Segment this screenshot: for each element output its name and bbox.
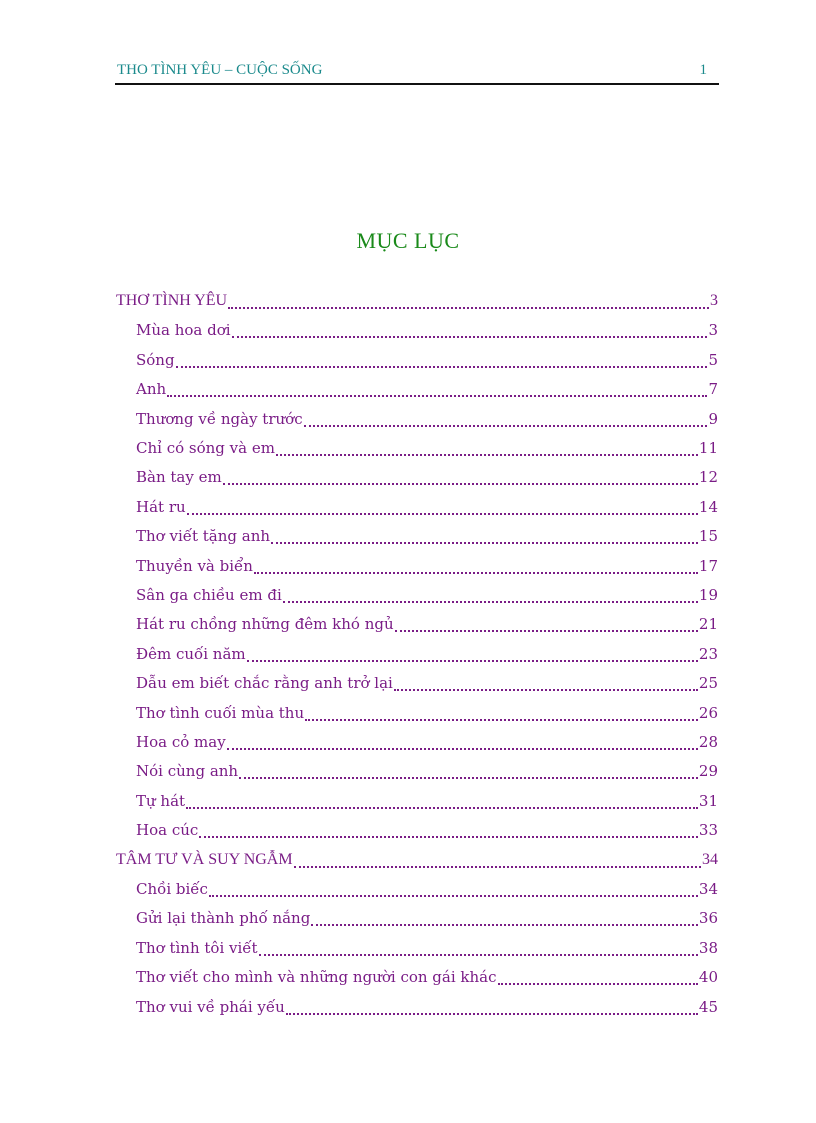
dot-leader (186, 806, 698, 809)
toc-entry-page: 38 (698, 938, 718, 957)
toc-entry-label: Thuyền và biển (136, 556, 253, 575)
toc-entry-label: Bàn tay em (136, 468, 222, 487)
dot-leader (395, 629, 698, 632)
toc-entry-page: 9 (708, 409, 718, 428)
dot-leader (283, 600, 698, 603)
toc-entry-page: 25 (698, 674, 718, 693)
toc-entry[interactable] (136, 351, 718, 373)
toc-entry-label: Thơ tình cuối mùa thu (136, 703, 305, 722)
dot-leader (232, 335, 708, 338)
toc-entry[interactable] (136, 557, 718, 579)
toc-entry[interactable] (136, 527, 718, 549)
toc-entry-label: Tự hát (136, 791, 186, 810)
dot-leader (311, 923, 698, 926)
toc-entry-page: 3 (708, 321, 718, 340)
toc-entry[interactable] (136, 821, 718, 843)
toc-title: MỤC LỤC (356, 228, 460, 253)
toc-entry-page: 7 (708, 380, 718, 399)
toc-entry-label: Thơ viết tặng anh (136, 527, 271, 546)
toc-entry-label: TÂM TƯ VÀ SUY NGẪM (116, 850, 293, 868)
toc-entry-label: Hoa cúc (136, 821, 199, 840)
toc-entry-label: THƠ TÌNH YÊU (116, 292, 228, 309)
toc-entry-page: 21 (698, 615, 718, 634)
dot-leader (199, 835, 698, 838)
toc-entry-page: 34 (698, 880, 718, 898)
header-page-number: 1 (699, 62, 707, 78)
toc-entry[interactable] (136, 939, 718, 961)
toc-entry[interactable] (136, 998, 718, 1020)
toc-entry-page: 28 (698, 733, 718, 751)
dot-leader (209, 894, 698, 897)
toc-entry[interactable] (136, 439, 718, 461)
toc-entry-page: 5 (708, 350, 718, 369)
toc-entry-label: Sóng (136, 350, 175, 369)
dot-leader (294, 865, 701, 868)
dot-leader (259, 953, 698, 956)
toc-entry[interactable] (136, 909, 718, 931)
dot-leader (167, 394, 707, 397)
toc-entry-page: 14 (698, 497, 718, 516)
toc-entry[interactable] (136, 586, 718, 608)
dot-leader (394, 688, 698, 691)
toc-entry-page: 19 (698, 586, 718, 604)
dot-leader (498, 982, 698, 985)
toc-entry-label: Hát ru (136, 497, 186, 516)
toc-entry-label: Anh (136, 380, 167, 399)
toc-entry-label: Hoa cỏ may (136, 733, 226, 751)
toc-entry[interactable] (136, 380, 718, 402)
toc-entry[interactable] (136, 498, 718, 520)
toc-entry[interactable] (136, 321, 718, 343)
toc-entry-page: 3 (710, 292, 718, 309)
toc-entry[interactable] (136, 615, 718, 637)
dot-leader (228, 306, 709, 309)
toc-entry-page: 31 (698, 791, 718, 810)
toc-entry-label: Chỉ có sóng và em (136, 439, 275, 457)
toc-section-entry[interactable] (116, 851, 718, 873)
toc-entry-page: 15 (698, 527, 718, 546)
toc-entry-label: Thơ vui về phái yếu (136, 997, 285, 1016)
toc-entry-page: 34 (702, 850, 718, 868)
toc-entry-label: Sân ga chiều em đi (136, 586, 282, 604)
header-title: THO TÌNH YÊU – CUỘC SỐNG (117, 62, 323, 78)
toc-entry-page: 36 (698, 909, 718, 928)
toc-entry[interactable] (136, 880, 718, 902)
dot-leader (239, 776, 698, 779)
toc-entry-label: Chồi biếc (136, 880, 208, 898)
toc-entry[interactable] (136, 762, 718, 784)
toc-entry-page: 17 (698, 556, 718, 575)
toc-section-entry[interactable] (116, 292, 718, 314)
toc-entry[interactable] (136, 674, 718, 696)
dot-leader (176, 365, 708, 368)
toc-entry-page: 11 (698, 439, 718, 457)
toc-entry-label: Thơ viết cho mình và những người con gái khác (136, 968, 497, 987)
toc-entry-page: 23 (698, 644, 718, 663)
toc-entry[interactable] (136, 704, 718, 726)
toc-entry-label: Hát ru chồng những đêm khó ngủ (136, 615, 394, 634)
toc-entry-label: Dẫu em biết chắc rằng anh trở lại (136, 674, 393, 693)
toc-entry-label: Mùa hoa dơi (136, 321, 231, 340)
dot-leader (187, 512, 698, 515)
dot-leader (276, 453, 698, 456)
toc-entry-page: 12 (698, 468, 718, 487)
toc-entry-page: 29 (698, 762, 718, 781)
toc-entry-label: Thương về ngày trước (136, 409, 303, 428)
dot-leader (304, 424, 708, 427)
dot-leader (286, 1012, 698, 1015)
toc-entry-page: 45 (698, 997, 718, 1016)
toc-entry[interactable] (136, 968, 718, 990)
dot-leader (227, 747, 698, 750)
toc-entry-page: 26 (698, 703, 718, 722)
dot-leader (254, 571, 698, 574)
page-header (115, 61, 719, 85)
toc-entry-label: Gửi lại thành phố nắng (136, 909, 311, 928)
toc-entry-page: 33 (698, 821, 718, 840)
toc-entry-page: 40 (698, 968, 718, 987)
dot-leader (271, 541, 698, 544)
toc-entry-label: Nói cùng anh (136, 762, 239, 781)
toc-entry[interactable] (136, 733, 718, 755)
toc-entry[interactable] (136, 792, 718, 814)
dot-leader (305, 718, 698, 721)
dot-leader (247, 659, 698, 662)
toc-entry[interactable] (136, 410, 718, 432)
dot-leader (223, 482, 698, 485)
toc-entry[interactable] (136, 645, 718, 667)
toc-entry-label: Thơ tình tôi viết (136, 938, 258, 957)
toc-entry[interactable] (136, 468, 718, 490)
toc-entry-label: Đêm cuối năm (136, 644, 246, 663)
